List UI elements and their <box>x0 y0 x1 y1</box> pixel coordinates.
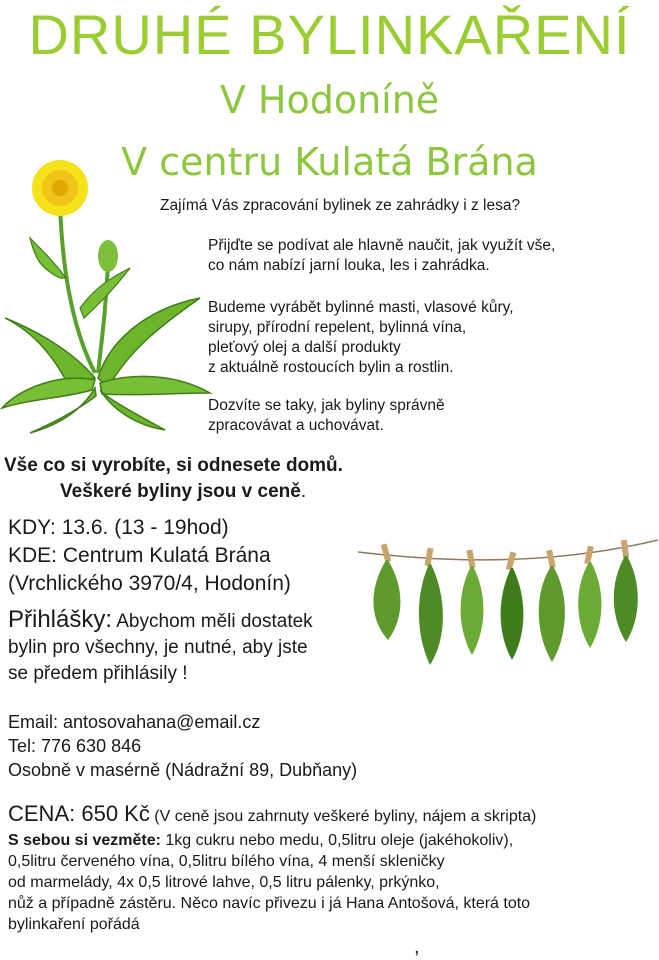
highlight-line-2-period: . <box>300 481 307 502</box>
intro-p1-line-1: Přijďte se podívat ale hlavně naučit, jak využít vše, <box>208 237 556 254</box>
bring-block <box>8 830 656 935</box>
intro-question: Zajímá Vás zpracování bylinek ze zahrádky i z lesa? <box>160 197 521 214</box>
event-date-time: KDY: 13.6. (13 - 19hod) <box>8 516 229 539</box>
signup-line-2: bylin pro všechny, je nutné, aby jste <box>8 637 308 658</box>
location-subtitle: V Hodoníně <box>219 78 440 122</box>
highlight-line-2 <box>60 480 650 504</box>
signup-line-1 <box>8 607 368 635</box>
event-place: KDE: Centrum Kulatá Brána <box>8 544 271 567</box>
highlight-line-1: Vše co si vyrobíte, si odnesete domů. <box>4 455 343 476</box>
bring-text-1: 1kg cukru nebo medu, 0,5litru oleje (jakéhokoliv), <box>160 832 514 849</box>
intro-p2-line-3: pleťový olej a další produkty <box>208 339 401 356</box>
price-label: CENA: 650 Kč <box>8 801 150 826</box>
footer-mark: , <box>414 936 420 958</box>
contact-in-person: Osobně v masérně (Nádražní 89, Dubňany) <box>8 760 358 780</box>
intro-p2-line-1: Budeme vyrábět bylinné masti, vlasové kůry, <box>208 299 514 316</box>
bring-line-3: od marmelády, 4x 0,5 litrové lahve, 0,5 litru pálenky, prkýnko, <box>8 874 440 891</box>
highlight-line-2-text: Veškeré byliny jsou v ceně <box>60 481 301 502</box>
bring-label: S sebou si vezměte: <box>8 832 161 849</box>
contact-email: Email: antosovahana@email.cz <box>8 712 261 732</box>
intro-p2-line-2: sirupy, přírodní repelent, bylinná vína, <box>208 319 467 336</box>
intro-p2-line-4: z aktuálně rostoucích bylin a rostlin. <box>208 359 454 376</box>
contact-block <box>8 710 648 782</box>
signup-text-1: Abychom měli dostatek <box>112 611 313 632</box>
venue-subtitle: V centru Kulatá Brána <box>121 140 538 184</box>
intro-paragraph-2 <box>208 298 653 378</box>
intro-p3-line-2: zpracovávat a uchovávat. <box>208 417 384 434</box>
hanging-herbs-illustration <box>358 530 658 670</box>
event-address: (Vrchlického 3970/4, Hodonín) <box>8 572 291 595</box>
signup-block <box>8 607 368 687</box>
intro-paragraph-1 <box>208 236 653 276</box>
page-title: DRUHÉ BYLINKAŘENÍ <box>28 3 631 66</box>
price-note: (V ceně jsou zahrnuty veškeré byliny, nájem a skripta) <box>149 808 537 825</box>
bring-line-5: bylinkaření pořádá <box>8 916 140 933</box>
bring-line-2: 0,5litru červeného vína, 0,5litru bílého vína, 4 menší skleničky <box>8 853 445 870</box>
signup-label: Přihlášky: <box>8 606 113 633</box>
bring-line-1 <box>8 830 656 851</box>
intro-p1-line-2: co nám nabízí jarní louka, les i zahrádka. <box>208 257 490 274</box>
price-line <box>8 800 653 831</box>
intro-p3-line-1: Dozvíte se taky, jak byliny správně <box>208 397 445 414</box>
contact-phone: Tel: 776 630 846 <box>8 736 142 756</box>
bring-line-4: nůž a případně zástěru. Něco navíc přivezu i já Hana Antošová, která toto <box>8 895 531 912</box>
signup-line-3: se předem přihlásily ! <box>8 663 188 684</box>
intro-paragraph-3 <box>208 396 653 436</box>
